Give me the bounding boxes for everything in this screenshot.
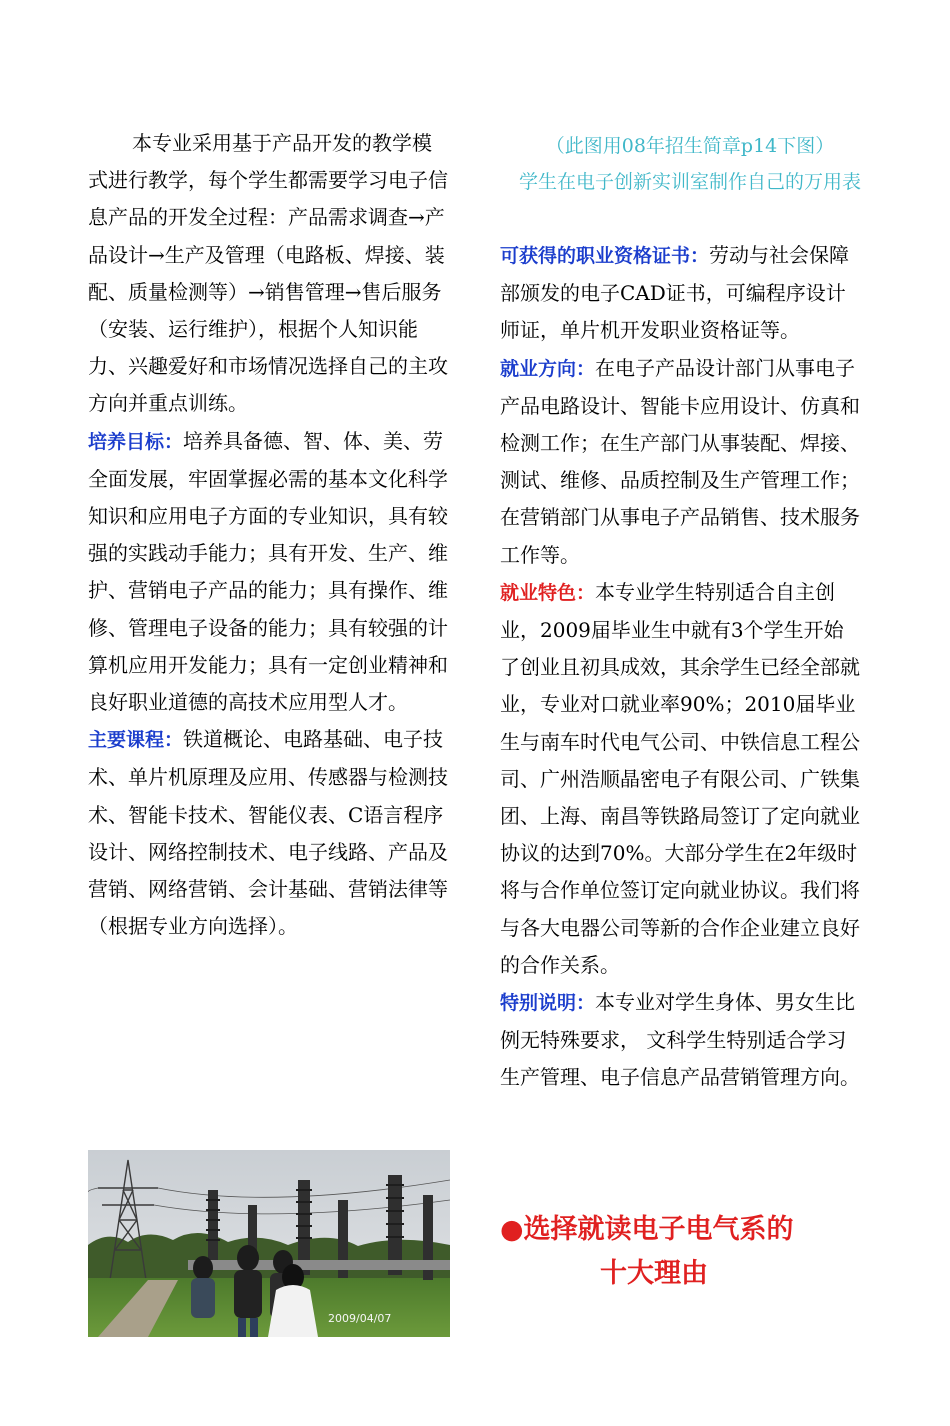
feature-label: 就业特色： [500, 581, 596, 604]
right-column [500, 237, 862, 1097]
courses-label: 主要课程： [88, 729, 184, 752]
feature-paragraph [500, 574, 862, 984]
note-paragraph [500, 984, 862, 1097]
note-text: 本专业对学生身体、男女生比例无特殊要求， 文科学生特别适合学习生产管理、电子信息产品营销管理方向。 [500, 990, 860, 1090]
photo-date-stamp: 2009/04/07 [328, 1312, 392, 1325]
substation-photo [88, 1150, 450, 1337]
cert-label: 可获得的职业资格证书： [500, 245, 710, 267]
career-paragraph [500, 350, 862, 574]
courses-text: 铁道概论、电路基础、电子技术、单片机原理及应用、传感器与检测技术、智能卡技术、智能仪表、C语言程序设计、网络控制技术、电子线路、产品及营销、网络营销、会计基础、营销法律等（根据专业方向选择）。 [88, 727, 448, 939]
career-text: 在电子产品设计部门从事电子产品电路设计、智能卡应用设计、仿真和检测工作；在生产部门从事装配、焊接、测试、维修、品质控制及生产管理工作；在营销部门从事电子产品销售、技术服务工作等。 [500, 355, 860, 567]
photo-caption [470, 128, 910, 200]
caption-line-2: 学生在电子创新实训室制作自己的万用表 [518, 171, 861, 193]
goal-text: 培养具备德、智、体、美、劳全面发展，牢固掌握必需的基本文化科学知识和应用电子方面的专业知识，具有较强的实践动手能力；具有开发、生产、维护、营销电子产品的能力；具有操作、维修、管理电子设备的能力；具有较强的计算机应用开发能力；具有一定创业精神和良好职业道德的高技术应用型人才。 [88, 428, 448, 715]
goal-label: 培养目标： [88, 430, 184, 453]
left-column [88, 125, 450, 945]
cert-paragraph [500, 237, 862, 350]
caption-line-1: （此图用08年招生简章p14下图） [545, 135, 835, 157]
career-label: 就业方向： [500, 357, 596, 380]
courses-paragraph [88, 721, 450, 945]
goal-paragraph [88, 423, 450, 722]
cert-text: 劳动与社会保障部颁发的电子CAD证书，可编程序设计师证，单片机开发职业资格证等。 [500, 243, 850, 343]
ten-reasons-heading [500, 1208, 794, 1296]
reasons-line-2: 十大理由 [600, 1258, 708, 1289]
reasons-line-1: ●选择就读电子电气系的 [500, 1214, 794, 1245]
note-label: 特别说明： [500, 992, 596, 1015]
feature-text: 本专业学生特别适合自主创业，2009届毕业生中就有3个学生开始了创业且初具成效，其余学生已经全部就业，专业对口就业率90%；2010届毕业生与南车时代电气公司、中铁信息工程公司、广州浩顺晶密电子有限公司、广铁集团、上海、南昌等铁路局签订了定向就业协议的达到70%。大部分学生在2年级时将与合作单位签订定向就业协议。我们将与各大电器公司等新的合作企业建立良好的合作关系。 [500, 579, 860, 977]
intro-paragraph: 本专业采用基于产品开发的教学模式进行教学，每个学生都需要学习电子信息产品的开发全过程：产品需求调查→产品设计→生产及管理（电路板、焊接、装配、质量检测等）→销售管理→售后服务（安装、运行维护），根据个人知识能力、兴趣爱好和市场情况选择自己的主攻方向并重点训练。 [88, 131, 448, 416]
